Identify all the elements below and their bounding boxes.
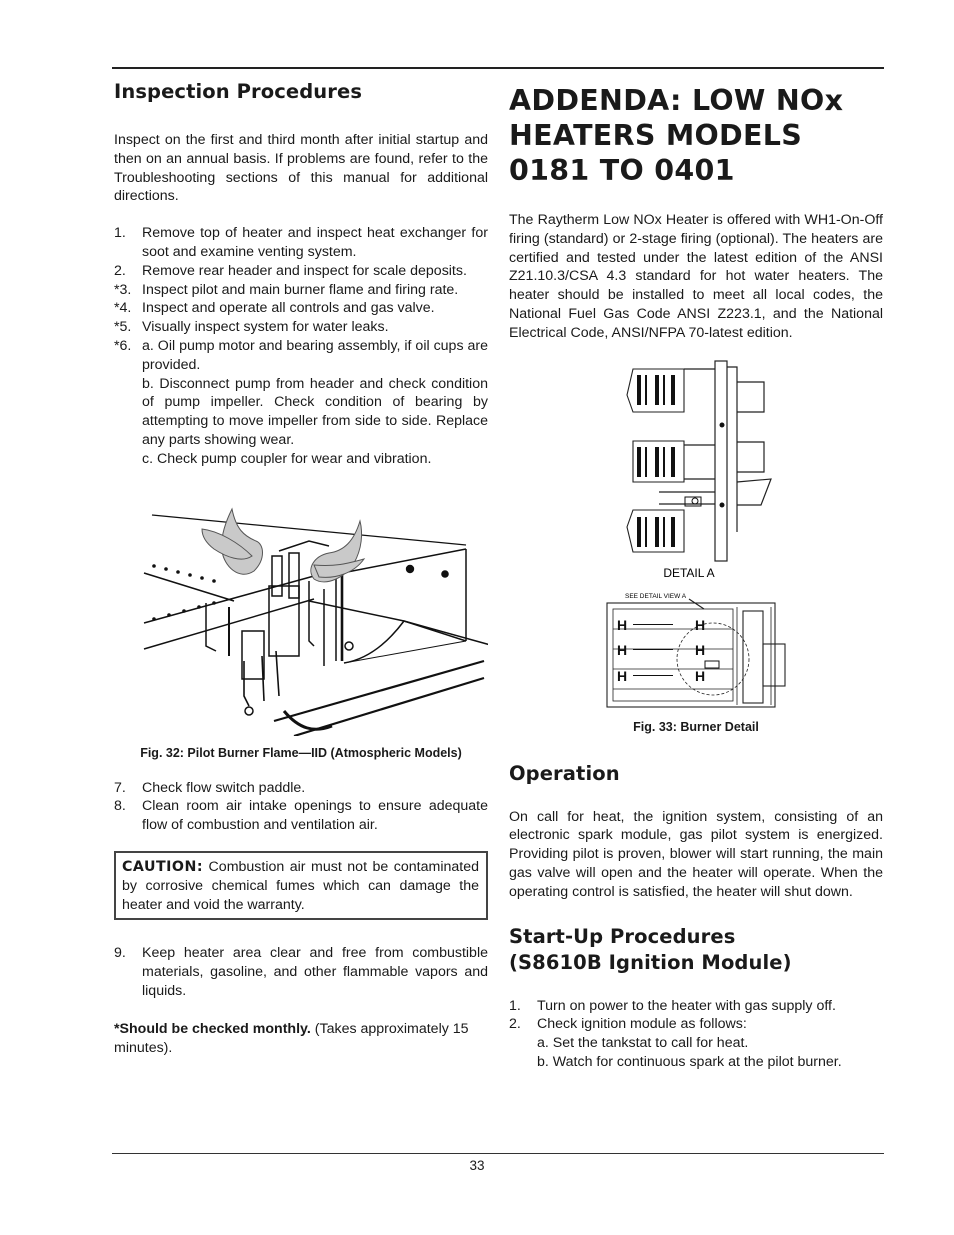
addenda-heading: ADDENDA: LOW NOx HEATERS MODELS 0181 TO 0401 xyxy=(509,84,844,187)
fig33-caption: Fig. 33: Burner Detail xyxy=(633,719,759,734)
list-item: *6. a. Oil pump motor and bearing assembly, if oil cups are provided. b. Disconnect pump from header and check condition of pump impeller. Check condition of bearing by attempting to move impeller from side to side. Replace any parts showing wear. c. Check pump coupler for wear and vibration. xyxy=(114,337,488,467)
inspection-intro: Inspect on the first and third month after initial startup and then on an annual basis. If problems are found, refer to the Troubleshooting sections of this manual for additional directions. xyxy=(114,132,488,205)
detail-a-illustration xyxy=(509,357,883,582)
left-column xyxy=(114,80,488,1057)
detail-a-label: DETAIL A xyxy=(663,565,715,580)
caution-box xyxy=(114,851,488,920)
svg-text:H: H xyxy=(695,641,706,658)
list-item: 9. Keep heater area clear and free from combustible materials, gasoline, and other flammable vapors and liquids. xyxy=(114,945,488,999)
burner-assembly-illustration xyxy=(509,589,883,709)
list-item: 1. Remove top of heater and inspect heat exchanger for soot and examine venting system. xyxy=(114,225,488,260)
list-item: *4. Inspect and operate all controls and gas valve. xyxy=(114,300,435,317)
svg-text:H: H xyxy=(695,616,706,633)
inspection-procedures-heading: Inspection Procedures xyxy=(114,80,363,103)
inspection-steps xyxy=(114,224,488,468)
svg-text:H: H xyxy=(695,667,706,684)
list-item: *3. Inspect pilot and main burner flame and firing rate. xyxy=(114,281,459,298)
right-column xyxy=(509,80,883,1072)
fig32-caption: Fig. 32: Pilot Burner Flame—IID (Atmospheric Models) xyxy=(140,745,462,760)
svg-text:H: H xyxy=(617,641,628,658)
inspection-steps-final xyxy=(114,944,488,1000)
operation-heading: Operation xyxy=(509,761,620,785)
inspection-steps-continued xyxy=(114,779,488,835)
list-item: 1. Turn on power to the heater with gas supply off. xyxy=(509,997,836,1014)
list-item: *5. Visually inspect system for water leaks. xyxy=(114,319,389,336)
caution-text: Combustion air must not be contaminated by corrosive chemical fumes which can damage the heater and void the warranty. xyxy=(122,858,479,913)
see-detail-label: SEE DETAIL VIEW A xyxy=(625,592,687,600)
addenda-intro: The Raytherm Low NOx Heater is offered with WH1-On-Off firing (standard) or 2-stage firing (optional). The heaters are certified and tested under the latest edition of the ANSI Z21.10.3/CSA 4.3 standard for hot water heaters. The heater should be installed to meet all local codes, the National Fuel Gas Code ANSI Z223.1, and the National Electrical Code, ANSI/NFPA 70-latest edition. xyxy=(509,212,883,341)
list-item: 2. Check ignition module as follows: a. Set the tankstat to call for heat. b. Watch for continuous spark at the pilot burner. xyxy=(509,1016,842,1070)
pilot-burner-illustration xyxy=(114,481,488,736)
svg-text:H: H xyxy=(617,616,628,633)
top-rule xyxy=(112,67,884,69)
list-item: 2. Remove rear header and inspect for scale deposits. xyxy=(114,262,467,279)
startup-heading: Start-Up Procedures (S8610B Ignition Module) xyxy=(509,924,792,974)
svg-text:H: H xyxy=(617,667,628,684)
list-item: 8. Clean room air intake openings to ensure adequate flow of combustion and ventilation air. xyxy=(114,798,488,834)
bottom-rule xyxy=(112,1153,884,1154)
startup-steps xyxy=(509,997,883,1072)
page-number: 33 xyxy=(469,1158,485,1173)
list-item: 7. Check flow switch paddle. xyxy=(114,779,306,796)
operation-text: On call for heat, the ignition system, consisting of an electronic spark module, gas pilot system is energized. Providing pilot is proven, blower will start running, the main gas valve will open and the heater will operate. When the operating control is satisfied, the heater will shut down. xyxy=(509,808,883,900)
caution-label: CAUTION: xyxy=(122,858,204,875)
monthly-note: *Should be checked monthly. (Takes approximately 15 minutes). xyxy=(114,1020,469,1056)
